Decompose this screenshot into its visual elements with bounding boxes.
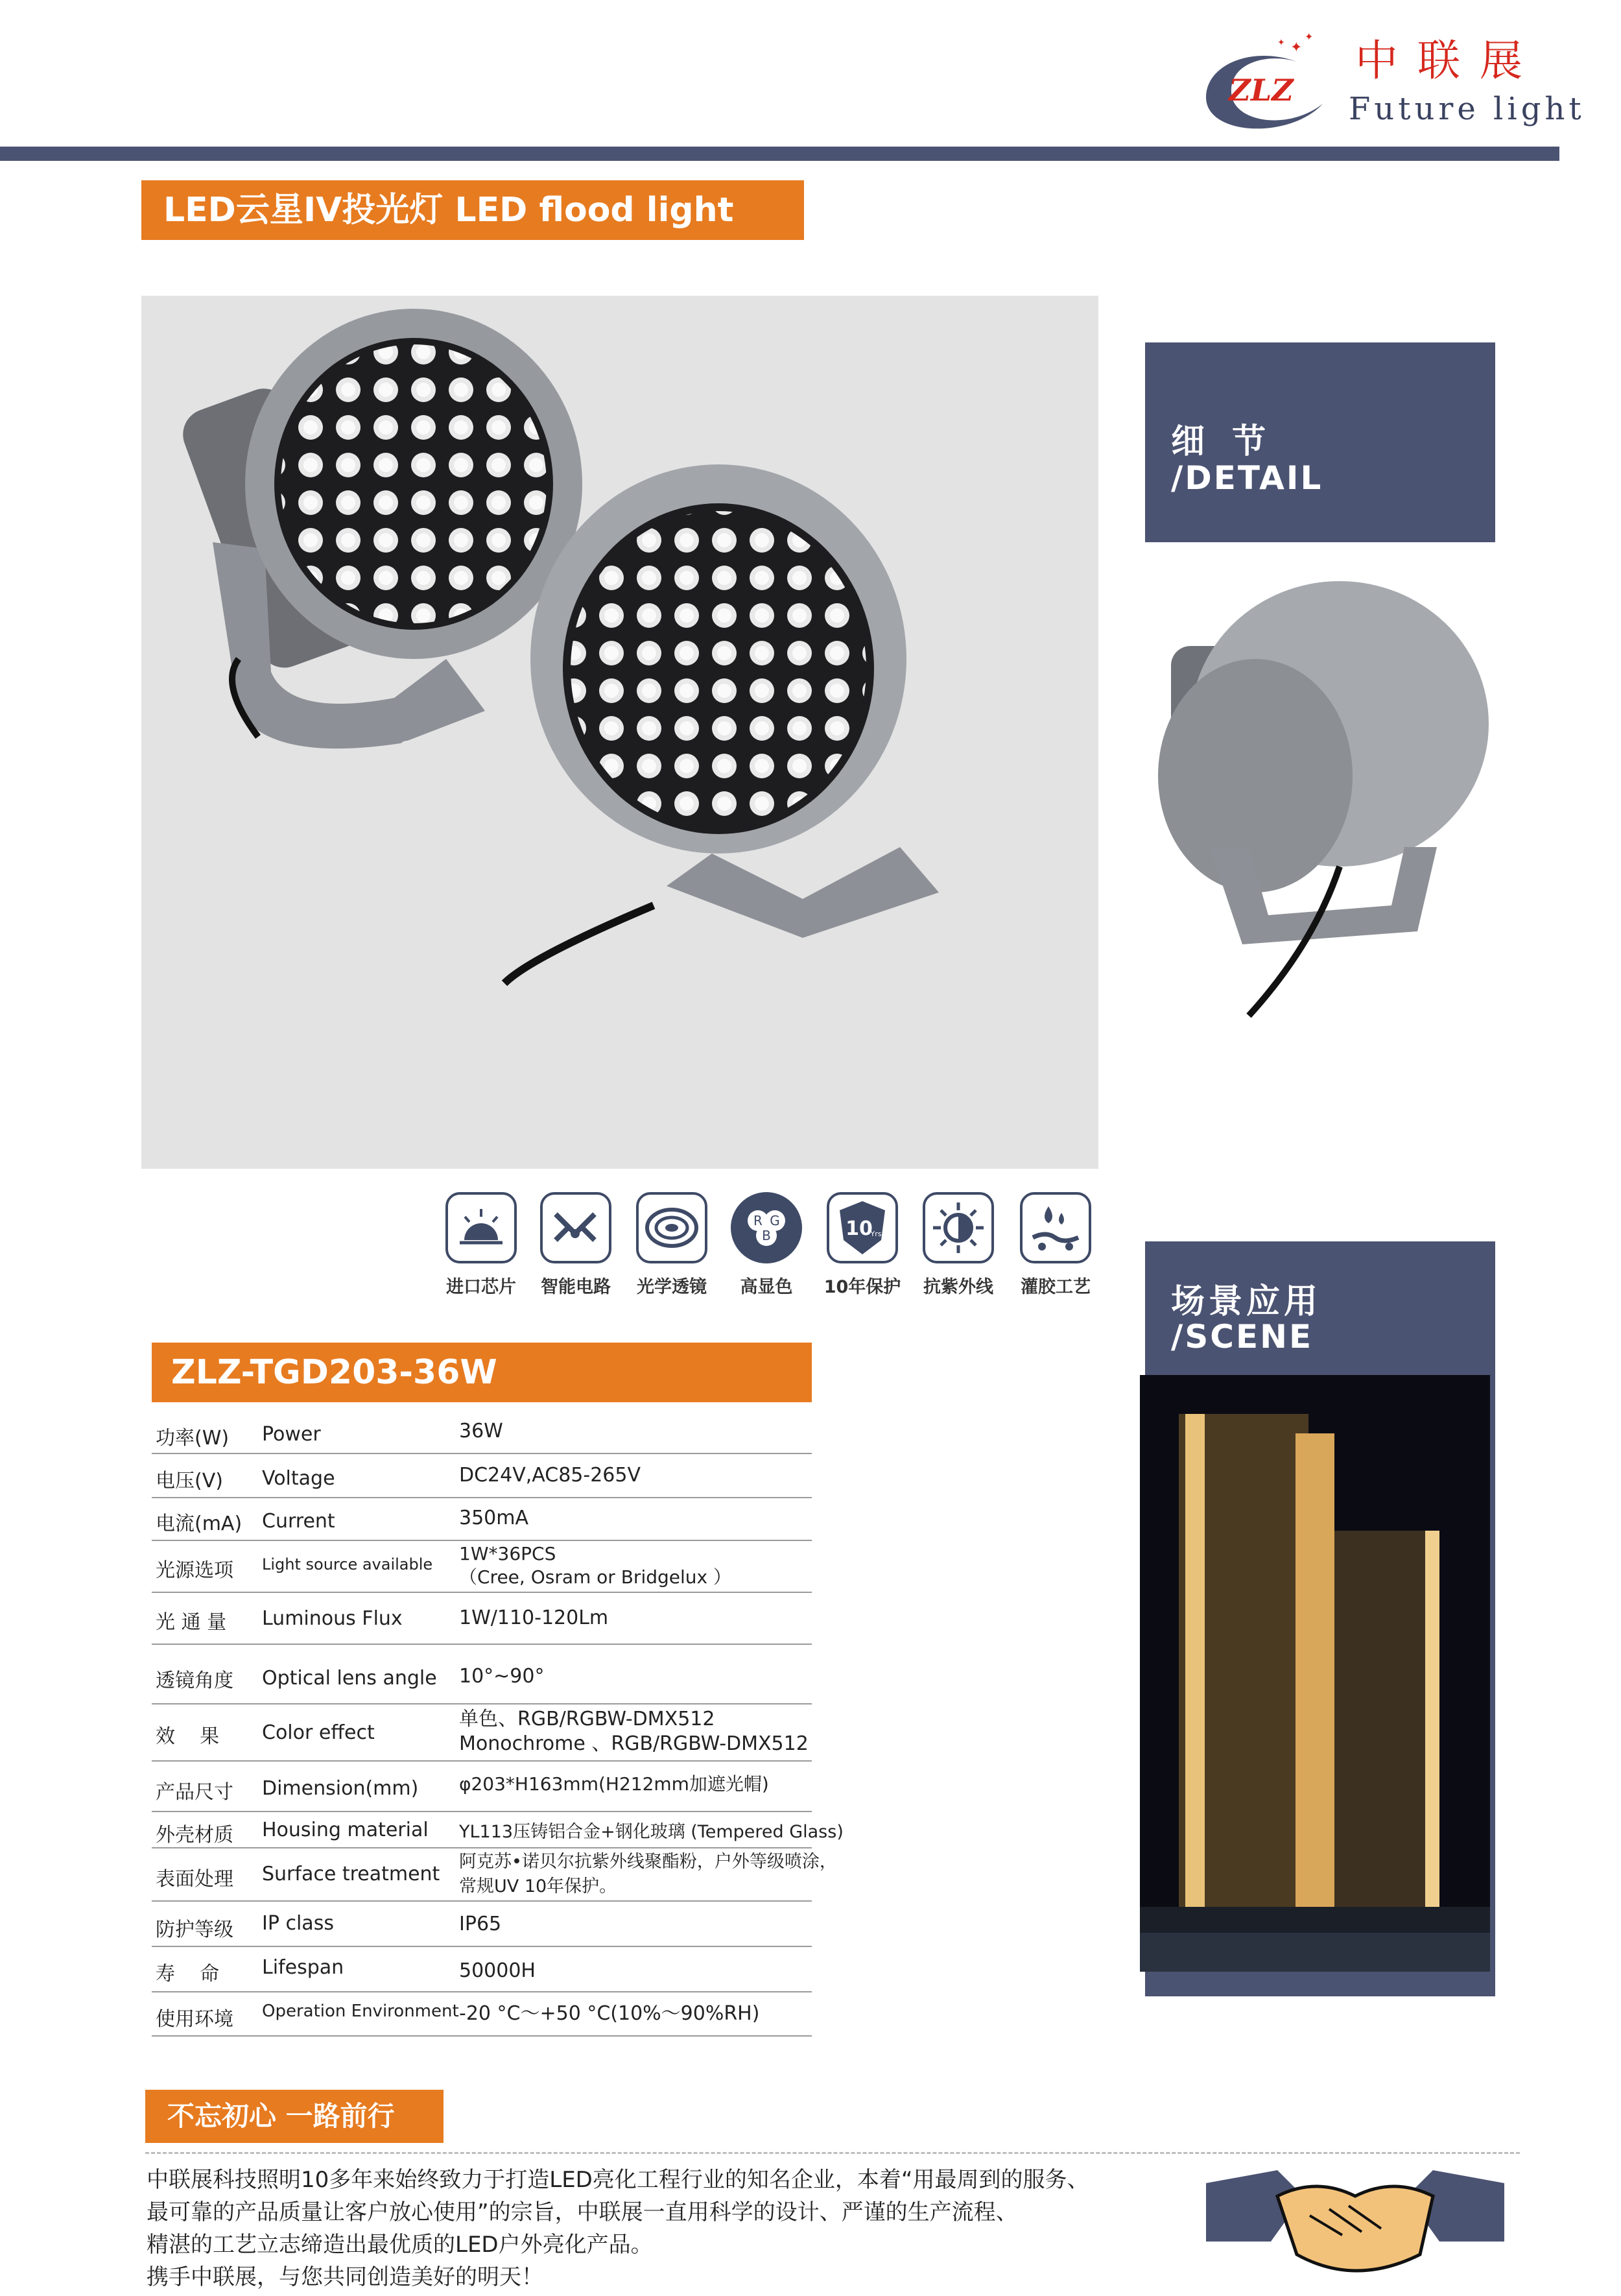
dashed-divider [145,2152,1520,2154]
spec-value: φ203*H163mm(H212mm加遮光帽) [459,1773,769,1795]
spec-label-en: Operation Environment [262,2002,459,2021]
chip-icon [445,1192,517,1263]
svg-text:✦: ✦ [1277,38,1285,48]
spec-label-cn: 透镜角度 [156,1669,233,1692]
spec-label-en: Dimension(mm) [262,1777,419,1800]
svg-text:✦: ✦ [1290,40,1303,56]
spec-value: 阿克苏•诺贝尔抗紫外线聚酯粉，户外等级喷涂， 常规UV 10年保护。 [459,1852,837,1896]
spec-value: 50000H [459,1959,536,1982]
detail-photo [1145,542,1495,1035]
spec-row-light-source [152,1541,812,1593]
flood-light-angled-view [504,464,939,983]
spec-value: -20 °C～+50 °C(10%～90%RH) [459,2002,760,2025]
spec-row-lens-angle [152,1645,812,1704]
flood-light-front-view [176,309,582,772]
feature-label: 10年保护 [823,1277,901,1297]
spec-label-en: Housing material [262,1819,429,1841]
scene-title-cn: 场景应用 [1171,1282,1322,1321]
spec-label-cn: 功率(W) [156,1427,230,1450]
scene-title-en: /SCENE [1171,1318,1314,1356]
svg-text:✦: ✦ [1305,30,1314,43]
uv-sun-icon [923,1192,994,1263]
feature-label: 抗紫外线 [923,1277,993,1297]
feature-label: 进口芯片 [446,1277,516,1297]
spec-row-current [152,1498,812,1541]
company-intro [147,2164,1184,2293]
spec-label-en: Color effect [262,1721,375,1744]
spec-label-en: Surface treatment [262,1863,440,1885]
spec-label-en: Voltage [262,1467,335,1490]
rgb-letter-g: G [770,1213,780,1228]
feature-smart-circuit [538,1192,613,1298]
feature-imported-chip [444,1192,519,1298]
rgb-icon [731,1192,802,1263]
spec-value: 10°~90° [459,1665,545,1688]
detail-title-cn: 细 节 [1171,422,1274,461]
circuit-icon [540,1192,611,1263]
spec-label-cn: 防护等级 [156,1919,233,1941]
spec-label-cn: 电流(mA) [156,1513,243,1535]
intro-line: 最可靠的产品质量让客户放心使用”的宗旨，中联展一直用科学的设计、严谨的生产流程、 [147,2199,1018,2225]
intro-line: 中联展科技照明10多年来始终致力于打造LED亮化工程行业的知名企业，本着“用最周到的服务、 [147,2167,1089,2193]
spec-row-operation-environment [152,1992,812,2037]
spec-label-cn: 外壳材质 [156,1824,233,1847]
page-title: LED云星IV投光灯 LED flood light [141,180,804,240]
rgb-letter-b: B [762,1228,771,1243]
warranty-number: 10 [846,1217,873,1240]
spec-label-cn: 使用环境 [156,2008,233,2031]
spec-label-cn: 光源选项 [156,1559,233,1582]
product-photo [141,296,1098,1169]
spec-row-housing-material [152,1812,844,1848]
slogan: 不忘初心 一路前行 [145,2090,444,2143]
lens-icon [636,1192,707,1263]
spec-value: YL113压铸铝合金+钢化玻璃 (Tempered Glass) [459,1822,844,1842]
rgb-letter-r: R [753,1213,763,1228]
feature-high-cri [729,1192,804,1298]
spec-value: IP65 [459,1913,502,1935]
spec-label-en: Light source available [262,1555,433,1573]
spec-value: 单色、RGB/RGBW-DMX512 Monochrome 、RGB/RGBW-DMX512 [459,1708,809,1755]
spec-label-en: Optical lens angle [262,1667,437,1690]
feature-10yr-warranty [825,1192,900,1298]
spec-row-surface-treatment [152,1848,837,1902]
spec-label-cn: 电压(V) [156,1470,223,1492]
spec-label-cn: 产品尺寸 [156,1781,233,1804]
spec-value: 1W*36PCS （Cree, Osram or Bridgelux ） [459,1543,731,1588]
feature-label: 光学透镜 [637,1277,707,1297]
spec-label-en: Current [262,1510,335,1533]
logo-mark-text: ZLZ [1229,73,1294,108]
warranty-unit: Yrs [870,1230,882,1238]
scene-photo [1140,1375,1490,1972]
spec-table [152,1411,844,2037]
feature-anti-uv [921,1192,996,1298]
spec-label-en: Luminous Flux [262,1607,403,1630]
spec-label-en: Power [262,1423,321,1446]
spec-row-luminous-flux [152,1593,812,1645]
spec-row-lifespan [152,1947,812,1992]
feature-label: 智能电路 [541,1277,611,1297]
handshake-graphic [1206,2157,1504,2293]
spec-row-dimension [152,1762,812,1812]
brand-name-cn: 中联展 [1355,36,1542,86]
brand-logo-mark [1193,26,1336,136]
spec-label-cn: 寿 命 [156,1963,220,1985]
intro-line: 携手中联展，与您共同创造美好的明天！ [147,2264,543,2290]
detail-title-en: /DETAIL [1171,459,1323,497]
spec-value: 36W [459,1420,503,1442]
spec-row-power [152,1411,812,1454]
glue-icon [1020,1192,1091,1263]
spec-row-color-effect [152,1704,812,1762]
intro-line: 精湛的工艺立志缔造出最优质的LED户外亮化产品。 [147,2232,653,2258]
spec-row-voltage [152,1454,812,1498]
spec-label-en: IP class [262,1912,334,1935]
spec-label-en: Lifespan [262,1956,344,1979]
brand-name-en: Future light [1349,91,1585,127]
warranty-icon [827,1192,898,1263]
header-divider [0,147,1559,161]
feature-optical-lens [634,1192,709,1298]
feature-label: 高显色 [740,1277,793,1297]
feature-label: 灌胶工艺 [1021,1277,1091,1297]
spec-value: 1W/110-120Lm [459,1607,609,1629]
model-number: ZLZ-TGD203-36W [152,1343,812,1402]
feature-potting-process [1018,1192,1093,1298]
spec-label-cn: 光 通 量 [156,1611,227,1634]
spec-value: 350mA [459,1507,529,1529]
spec-value: DC24V,AC85-265V [459,1464,641,1487]
detail-header [1145,342,1495,542]
spec-row-ip-class [152,1902,812,1947]
spec-label-cn: 效 果 [156,1725,220,1748]
spec-label-cn: 表面处理 [156,1868,233,1891]
